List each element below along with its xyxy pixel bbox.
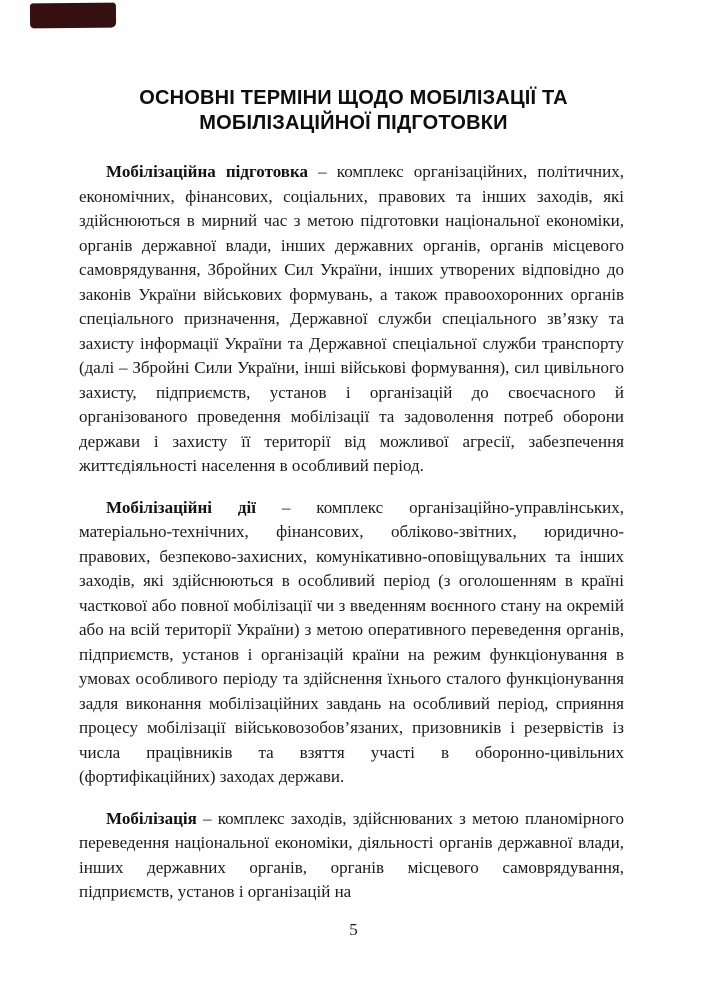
definition-term-mobilization: Мобілізація (106, 808, 197, 828)
definition-term-mobilization-actions: Мобілізаційні дії (106, 497, 256, 517)
page-title-line-2: МОБІЛІЗАЦІЙНОЇ ПІДГОТОВКИ (199, 112, 508, 134)
definition-text-mobilization: – комплекс заходів, здійснюваних з метою планомірного переведення національної економіки, діяльності органів державної влади, інших державних органів, органів місцевого самоврядування, підприємств, установ і організацій на (79, 808, 624, 901)
page-number: 5 (349, 920, 358, 939)
definition-paragraph-mobilization-preparation (79, 160, 624, 479)
definition-text-mobilization-actions: – комплекс організаційно-управлінських, матеріально-технічних, фінансових, обліково-звітних, юридично-правових, безпеково-захисних, комунікативно-оповіщувальних та інших заходів, які здійснюються в особливий період (з оголошенням в країні часткової або повної мобілізації чи з введенням воєнного стану на окремій або на всій території України) з метою оперативного переведення органів, підприємств, установ і організацій країни на режим функціонування в умовах особливого періоду та здійснення їхнього сталого функціонування задля виконання мобілізаційних завдань на особливий період, сприяння процесу мобілізації військовозобов’язаних, призовників і резервістів із числа працівників та взяття участі в оборонно-цивільних (фортифікаційних) заходах держави. (79, 497, 625, 786)
page-title (55, 86, 652, 136)
definition-text-mobilization-preparation: – комплекс організаційних, політичних, економічних, фінансових, соціальних, правових та інших заходів, які здійснюються в мирний час з метою підготовки національної економіки, органів державної влади, інших державних органів, органів місцевого самоврядування, Збройних Сил України, інших утворених відповідно до законів України військових формувань, а також правоохоронних органів спеціального призначення, Державної служби спеціального зв’язку та захисту інформації України та Державної спеціальної служби транспорту (далі – Збройні Сили України, інші військові формування), сил цивільного захисту, підприємств, установ і організацій до своєчасного й організованого проведення мобілізації та задоволення потреб оборони держави і захисту її території від можливої агресії, забезпечення життєдіяльності населення в особливий період. (79, 162, 625, 475)
definition-paragraph-mobilization-actions (79, 496, 624, 790)
scan-corner-artifact (30, 3, 116, 29)
page-title-line-1: ОСНОВНІ ТЕРМІНИ ЩОДО МОБІЛІЗАЦІЇ ТА (139, 87, 568, 109)
page-content (79, 160, 624, 905)
definition-paragraph-mobilization (79, 807, 624, 905)
definition-term-mobilization-preparation: Мобілізаційна підготовка (106, 162, 309, 181)
